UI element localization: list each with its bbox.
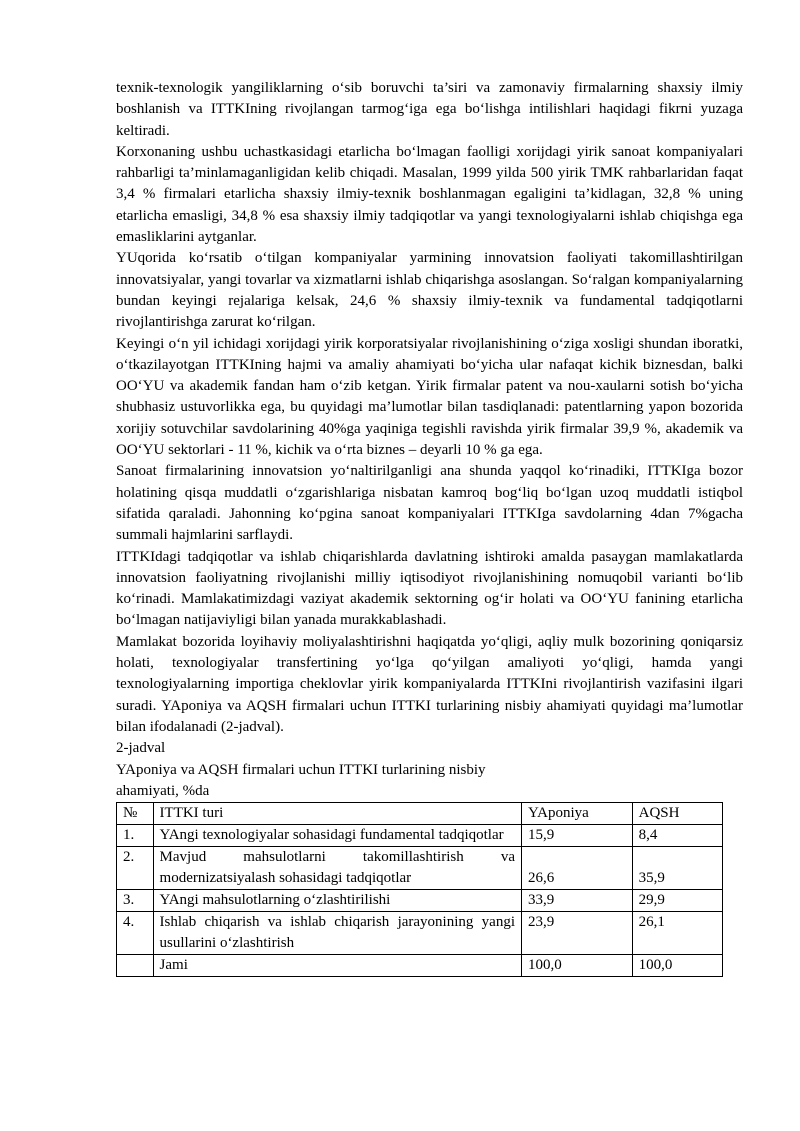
header-type: ITTKI turi [153, 803, 521, 825]
table-row [117, 912, 723, 955]
row-type: Ishlab chiqarish va ishlab chiqarish jarayonining yangi usullarini o‘zlashtirish [153, 912, 521, 955]
paragraph-1: texnik-texnologik yangiliklarning o‘sib boruvchi ta’siri va zamonaviy firmalarning shaxsiy ilmiy boshlanish va ITTKIning rivojlangan tarmog‘iga ega bo‘lishga intilishlari haqidagi fikrni yuzaga keltiradi. [116, 80, 743, 139]
row-usa-value: 29,9 [632, 890, 722, 912]
table-header-row [117, 803, 723, 825]
row-usa-value: 100,0 [632, 955, 722, 977]
paragraph-3: YUqorida ko‘rsatib o‘tilgan kompaniyalar yarmining innovatsion faoliyati takomillashtirilgan innovatsiyalar, yangi tovarlar va xizmatlarni ishlab chiqarishga asoslangan. So‘ralgan kompaniyalarning bundan keyingi rejalariga kelsak, 24,6 % shaxsiy ilmiy-texnik va fundamental tadqiqotlarni rivojlantirishga zarurat ko‘rilgan. [116, 250, 743, 331]
header-number: № [117, 803, 154, 825]
row-type: Jami [153, 955, 521, 977]
table-row [117, 890, 723, 912]
table-total-row [117, 955, 723, 977]
document-page [116, 78, 743, 977]
row-type: YAngi texnologiyalar sohasidagi fundamental tadqiqotlar [153, 825, 521, 847]
row-number: 4. [117, 912, 154, 955]
table-row [117, 847, 723, 890]
row-type: YAngi mahsulotlarning o‘zlashtirilishi [153, 890, 521, 912]
table-row [117, 825, 723, 847]
header-usa: AQSH [632, 803, 722, 825]
row-type: Mavjud mahsulotlarni takomillashtirish va modernizatsiyalash sohasidagi tadqiqotlar [153, 847, 521, 890]
table-label: 2-jadval [116, 740, 166, 757]
paragraph-4: Keyingi o‘n yil ichidagi xorijdagi yirik korporatsiyalar rivojlanishining o‘ziga xosligi shundan iboratki, o‘tkazilayotgan ITTKIning hajmi va amaliy ahamiyati bo‘yicha ular nafaqat kichik biznesdan, balki OO‘YU va akademik fandan ham o‘zib ketgan. Yirik firmalar patent va nou-xaularni sotish bo‘yicha shubhasiz ustuvorlikka ega, bu quyidagi ma’lumotlar bilan tasdiqlanadi: patentlarning yapon bozorida xorijiy sotuvchilar savdolarining 40%ga yaqiniga tegishli ravishda yirik firmalar 39,9 %, akademik va OO‘YU sektorlari - 11 %, kichik va o‘rta biznes – deyarli 10 % ga ega. [116, 335, 743, 459]
row-usa-value: 8,4 [632, 825, 722, 847]
row-number: 3. [117, 890, 154, 912]
row-japan-value: 100,0 [522, 955, 633, 977]
header-japan: YAponiya [522, 803, 633, 825]
paragraph-2: Korxonaning ushbu uchastkasidagi etarlicha bo‘lmagan faolligi xorijdagi yirik sanoat kompaniyalari rahbarligi ta’minlamaganligidan kelib chiqadi. Masalan, 1999 yilda 500 yirik TMK rahbarlaridan faqat 3,4 % firmalari etarlicha shaxsiy ilmiy-texnik boshlanmagan egaligini ta’kidlagan, 32,8 % uning etarlicha emasligi, 34,8 % esa shaxsiy ilmiy tadqiqotlar va yangi texnologiyalarni ishlab chiqishga ega emasliklarini aytganlar. [116, 143, 743, 246]
paragraph-6: ITTKIdagi tadqiqotlar va ishlab chiqarishlarda davlatning ishtiroki amalda pasaygan mamlakatlarda innovatsion faoliyatning rivojlanishi milliy iqtisodiyot rivojlanishining nomuqobil varianti bo‘lib ko‘rinadi. Mamlakatimizdagi vaziyat akademik sektorning og‘ir holati va OO‘YU fanining etarlicha bo‘lmagan natijaviyligi bilan yanada murakkablashadi. [116, 548, 743, 629]
paragraph-5: Sanoat firmalarining innovatsion yo‘naltirilganligi ana shunda yaqqol ko‘rinadiki, ITTKIga bozor holatining qisqa muddatli o‘zgarishlariga nisbatan kamroq bog‘liq bo‘lgan uzoq muddatli istiqbol sifatida qaraladi. Jahonning ko‘pgina sanoat kompaniyalari ITTKIga savdolarning 4dan 7%gacha summali hajmlarini sarflaydi. [116, 463, 743, 544]
row-number: 1. [117, 825, 154, 847]
table-caption: YAponiya va AQSH firmalari uchun ITTKI turlarining nisbiy ahamiyati, %da [116, 761, 486, 799]
row-number: 2. [117, 847, 154, 890]
row-japan-value: 33,9 [522, 890, 633, 912]
row-japan-value: 23,9 [522, 912, 633, 955]
row-number [117, 955, 154, 977]
row-japan-value: 26,6 [522, 847, 633, 890]
paragraph-7: Mamlakat bozorida loyihaviy moliyalashtirishni haqiqatda yo‘qligi, aqliy mulk bozorining qoniqarsiz holati, texnologiyalar transfertining yo‘lga qo‘yilgan amaliyoti yo‘qligi, hamda yangi texnologiyalarning importiga cheklovlar yirik kompaniyalarda ITTKIni rivojlantirish vazifasini ilgari suradi. YAponiya va AQSH firmalari uchun ITTKI turlarining nisbiy ahamiyati quyidagi ma’lumotlar bilan ifodalanadi (2-jadval). [116, 633, 743, 735]
row-japan-value: 15,9 [522, 825, 633, 847]
row-usa-value: 35,9 [632, 847, 722, 890]
row-usa-value: 26,1 [632, 912, 722, 955]
data-table [116, 802, 723, 977]
